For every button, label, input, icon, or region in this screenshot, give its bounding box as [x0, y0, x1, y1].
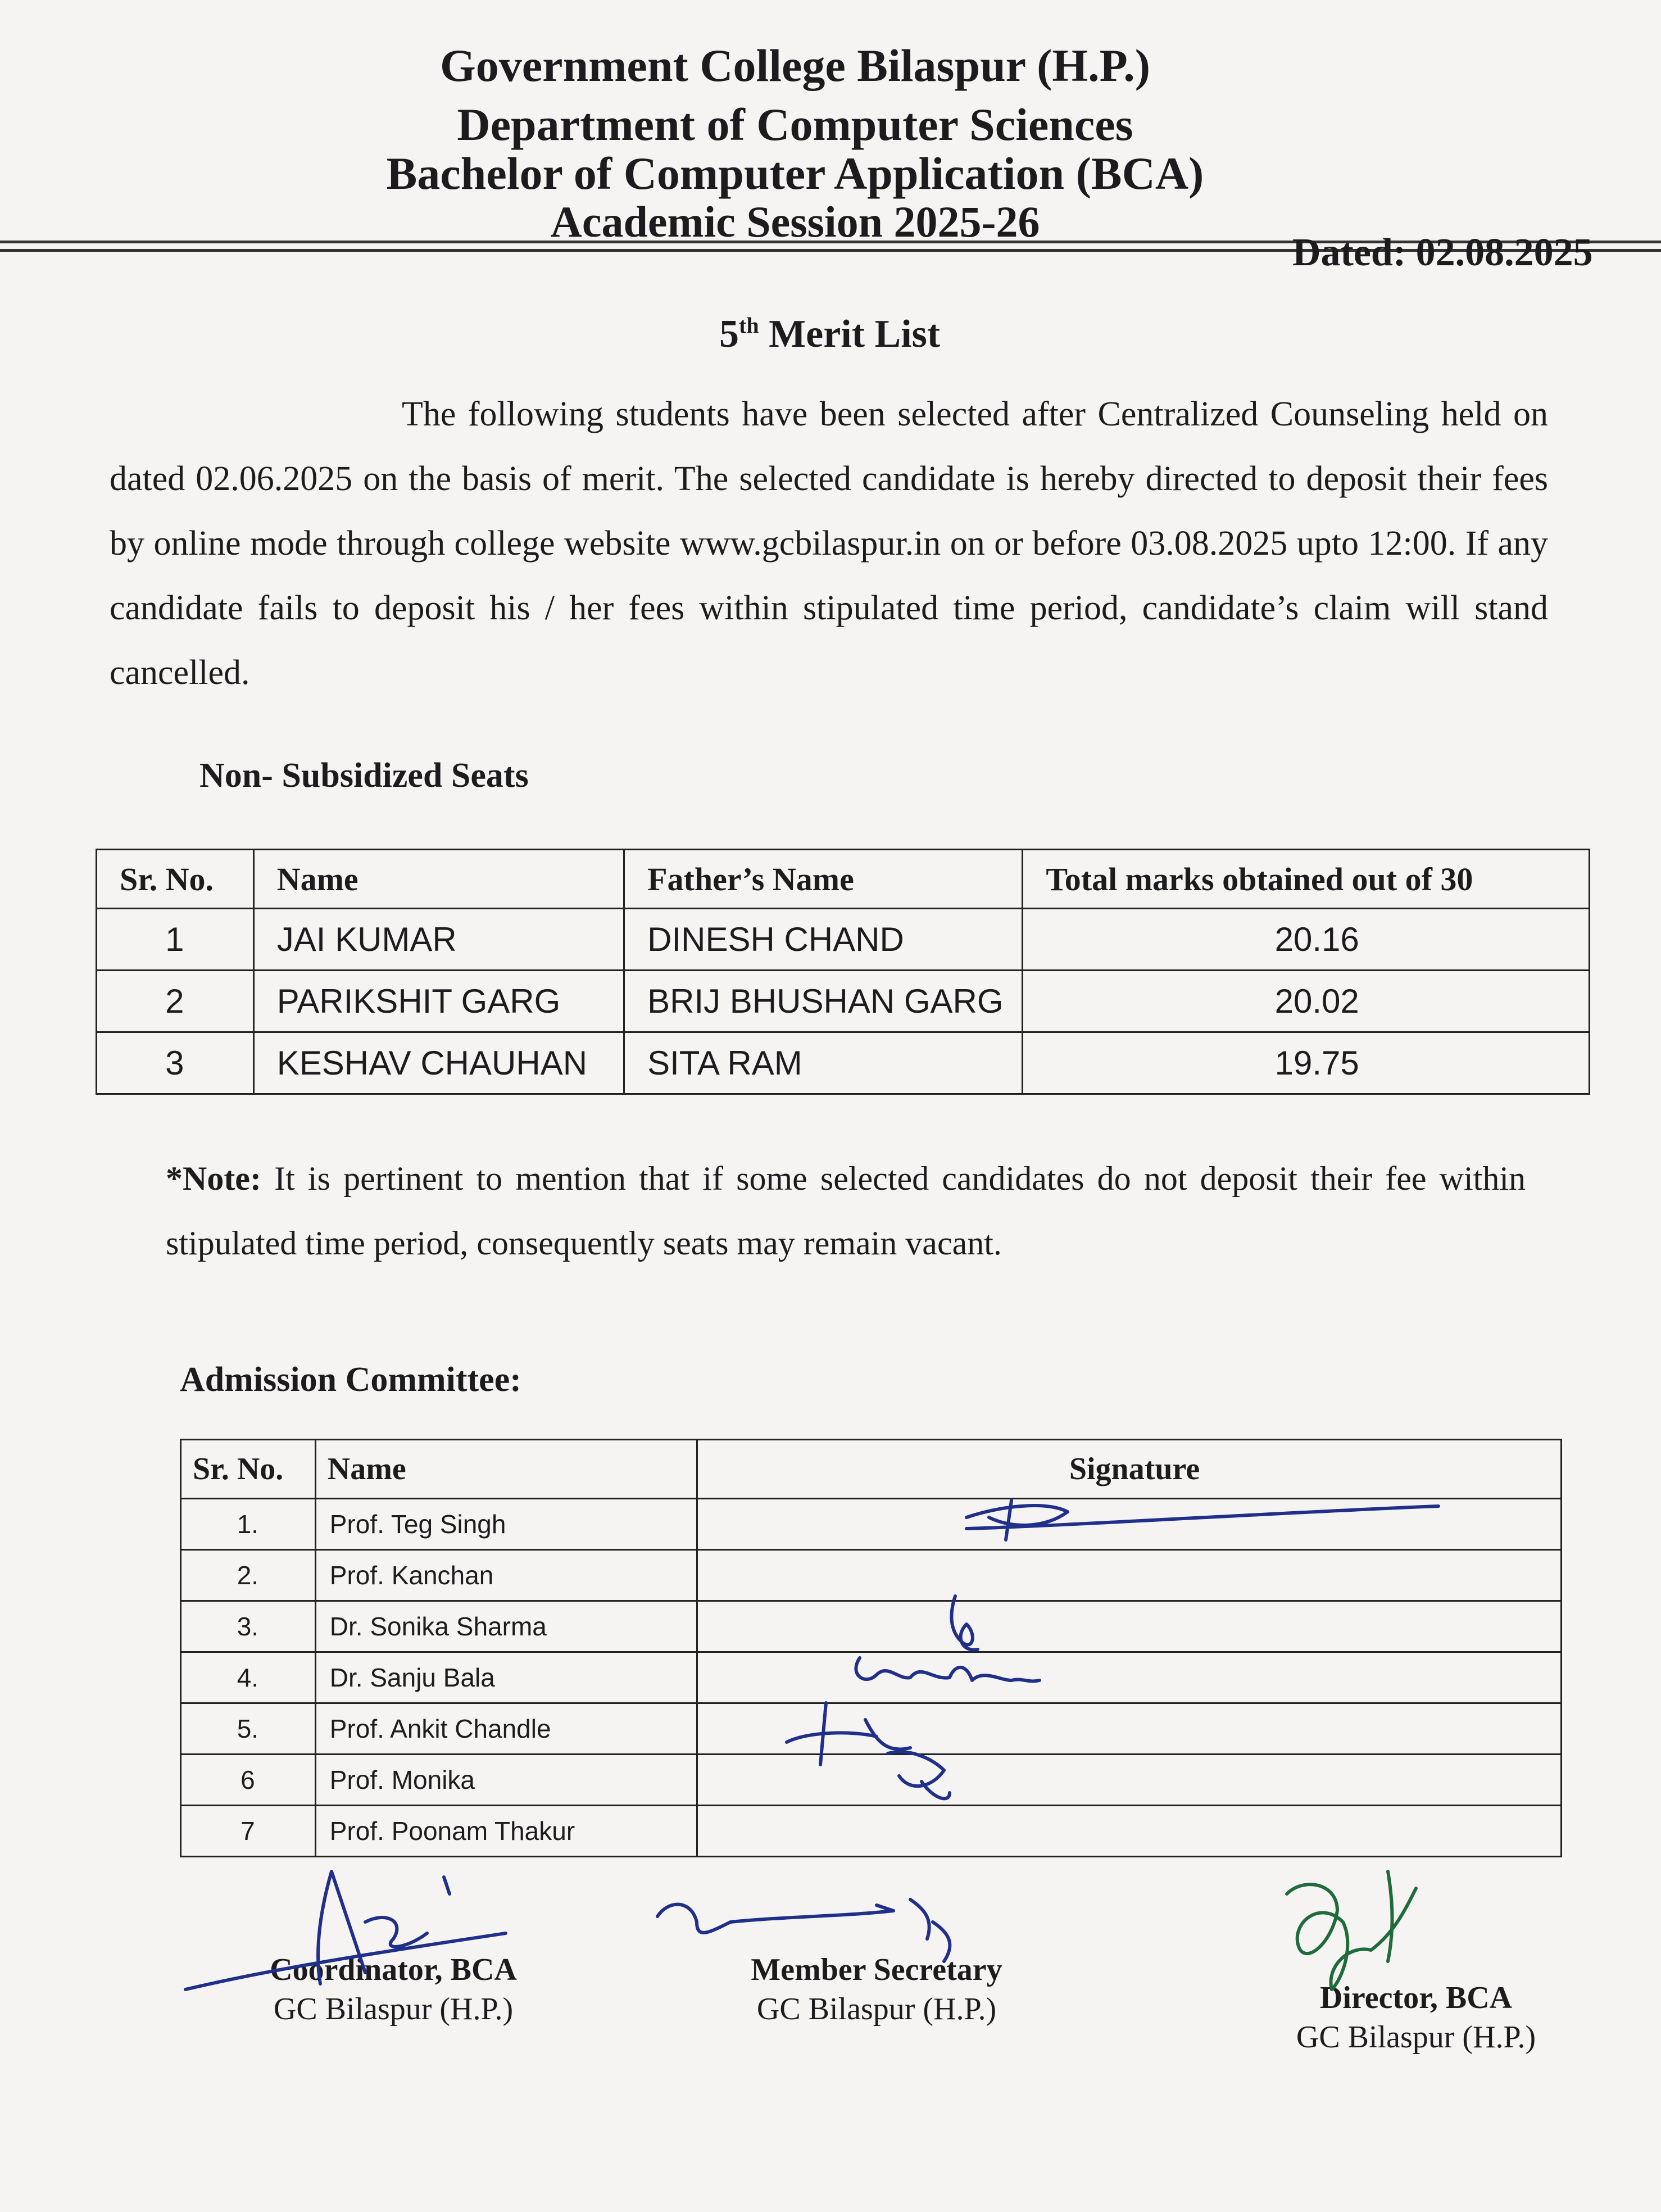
member-name-cell: Dr. Sonika Sharma [315, 1601, 697, 1652]
signature-cell [697, 1755, 1562, 1806]
signature-cell [697, 1703, 1562, 1755]
name-cell: JAI KUMAR [253, 909, 624, 971]
department-name: Department of Computer Sciences [457, 99, 1133, 150]
father-cell: DINESH CHAND [624, 909, 1023, 971]
signature-cell [697, 1499, 1562, 1550]
coordinator-place: GC Bilaspur (H.P.) [273, 1992, 514, 2027]
title-ordinal: 5 [719, 312, 739, 356]
merit-header-name: Name [253, 850, 624, 909]
intro-paragraph: The following students have been selected after Centralized Counseling held on dated 02.06.2025 on the basis of merit. The selected candidate is hereby directed to deposit their fees by online mode through college website www.gcbilaspur.in on or before 03.08.2025 upto 12:00. If any candidate fails to deposit his / her fees within stipulated time period, candidate’s claim will stand cancelled. [110, 395, 1548, 692]
committee-header-row [181, 1440, 1562, 1499]
table-row [181, 1550, 1562, 1601]
coordinator-title: Coordinator, BCA [270, 1952, 517, 1987]
sr-cell: 1. [181, 1499, 316, 1550]
member-secretary-block [702, 1950, 1051, 2029]
program-name: Bachelor of Computer Application (BCA) [386, 148, 1204, 199]
merit-header-father: Father’s Name [624, 850, 1023, 909]
table-row [97, 909, 1590, 971]
director-title: Director, BCA [1319, 1980, 1513, 2015]
table-row [181, 1499, 1562, 1550]
director-place: GC Bilaspur (H.P.) [1296, 2020, 1536, 2055]
committee-header-sr: Sr. No. [181, 1440, 316, 1499]
committee-header-signature: Signature [697, 1440, 1562, 1499]
member-secretary-title: Member Secretary [751, 1952, 1002, 1987]
sr-cell: 7 [181, 1806, 316, 1857]
signature-director [1287, 1871, 1416, 1989]
sr-cell: 2 [97, 971, 254, 1032]
date-line: Dated: 02.08.2025 [1292, 231, 1593, 274]
member-name-cell: Prof. Kanchan [315, 1550, 697, 1601]
title-ordinal-suffix: th [739, 312, 759, 338]
father-cell: BRIJ BHUSHAN GARG [624, 971, 1023, 1032]
marks-cell: 19.75 [1023, 1032, 1590, 1094]
seats-heading: Non- Subsidized Seats [199, 756, 529, 795]
merit-header-sr: Sr. No. [97, 850, 254, 909]
sr-cell: 2. [181, 1550, 316, 1601]
committee-heading: Admission Committee: [180, 1361, 521, 1399]
sr-cell: 3. [181, 1601, 316, 1652]
committee-table [180, 1439, 1562, 1857]
table-row [181, 1652, 1562, 1703]
member-name-cell: Prof. Ankit Chandle [315, 1703, 697, 1755]
member-name-cell: Prof. Poonam Thakur [315, 1806, 697, 1857]
title-text: Merit List [759, 312, 941, 356]
sr-cell: 6 [181, 1755, 316, 1806]
merit-list-title [719, 312, 940, 357]
table-row [181, 1755, 1562, 1806]
table-row [181, 1703, 1562, 1755]
signature-cell [697, 1806, 1562, 1857]
name-cell: KESHAV CHAUHAN [253, 1032, 624, 1094]
signature-cell [697, 1652, 1562, 1703]
merit-header-row [97, 850, 1590, 909]
sr-cell: 3 [97, 1032, 254, 1094]
member-name-cell: Prof. Monika [315, 1755, 697, 1806]
name-cell: PARIKSHIT GARG [253, 971, 624, 1032]
director-block [1242, 1978, 1590, 2057]
marks-cell: 20.16 [1023, 909, 1590, 971]
table-row [97, 1032, 1590, 1094]
coordinator-block [219, 1950, 568, 2029]
marks-cell: 20.02 [1023, 971, 1590, 1032]
sr-cell: 4. [181, 1652, 316, 1703]
table-row [181, 1806, 1562, 1857]
signature-cell [697, 1601, 1562, 1652]
note-paragraph [166, 1146, 1526, 1276]
member-name-cell: Dr. Sanju Bala [315, 1652, 697, 1703]
sr-cell: 1 [97, 909, 254, 971]
note-text: It is pertinent to mention that if some selected candidates do not deposit their fee within stipulated time period, consequently seats may remain vacant. [166, 1160, 1526, 1262]
merit-table [96, 849, 1590, 1095]
merit-header-marks: Total marks obtained out of 30 [1023, 850, 1590, 909]
session-line: Academic Session 2025-26 [550, 197, 1040, 246]
committee-header-name: Name [315, 1440, 697, 1499]
member-name-cell: Prof. Teg Singh [315, 1499, 697, 1550]
table-row [97, 971, 1590, 1032]
father-cell: SITA RAM [624, 1032, 1023, 1094]
sr-cell: 5. [181, 1703, 316, 1755]
college-name: Government College Bilaspur (H.P.) [439, 40, 1151, 91]
note-label: *Note: [166, 1160, 261, 1197]
signature-cell [697, 1550, 1562, 1601]
table-row [181, 1601, 1562, 1652]
member-secretary-place: GC Bilaspur (H.P.) [756, 1992, 997, 2027]
